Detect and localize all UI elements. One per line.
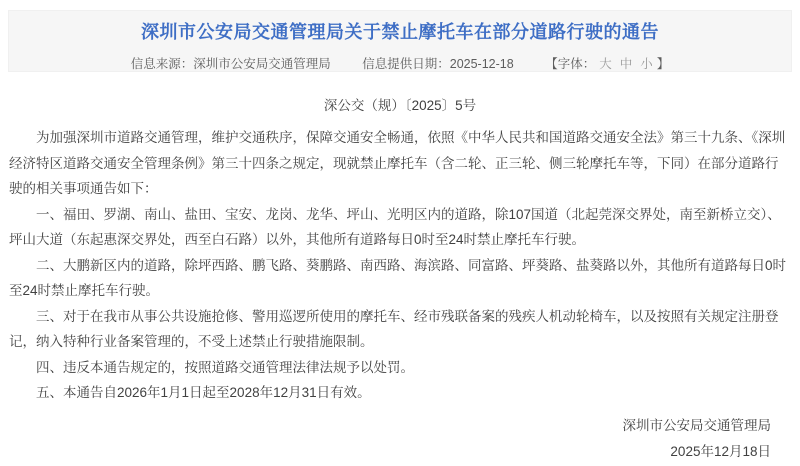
paragraph-item-5: 五、本通告自2026年1月1日起至2028年12月31日有效。 [36,385,371,400]
info-date [362,57,513,71]
notice-body [0,97,800,466]
font-size-switcher [545,57,669,71]
notice-page [0,10,800,459]
font-size-medium-button[interactable]: 中 [619,57,633,71]
font-size-large-button[interactable]: 大 [599,57,612,71]
signature-agency: 深圳市公安局交通管理局 [622,417,771,433]
document-number: 深公交（规）〔2025〕5号 [323,98,477,113]
font-size-small-button[interactable]: 小 [640,57,653,71]
paragraph-item-2: 二、大鹏新区内的道路，除坪西路、鹏飞路、葵鹏路、南西路、海滨路、同富路、坪葵路、盐葵路以外，其他所有道路每日0时至24时禁止摩托车行驶。 [9,257,787,298]
font-switcher-close-bracket: 】 [656,57,670,71]
info-source-label: 信息来源： [130,57,194,71]
paragraph-item-1: 一、福田、罗湖、南山、盐田、宝安、龙岗、龙华、坪山、光明区内的道路，除107国道（北起莞深交界处，南至新桥立交）、坪山大道（东起惠深交界处，西至白石路）以外，其他所有道路每日0时至24时禁止摩托车行驶。 [9,206,781,247]
paragraph-item-3: 三、对于在我市从事公共设施抢修、警用巡逻所使用的摩托车、经市残联备案的残疾人机动轮椅车，以及按照有关规定注册登记，纳入特种行业备案管理的，不受上述禁止行驶措施限制。 [9,308,779,349]
info-date-value: 2025-12-18 [449,57,514,71]
page-title: 深圳市公安局交通管理局关于禁止摩托车在部分道路行驶的通告 [141,22,659,42]
paragraph-item-4: 四、违反本通告规定的，按照道路交通管理法律法规予以处罚。 [36,359,414,375]
font-switcher-open-bracket: 【字体： [545,57,596,71]
info-source-value: 深圳市公安局交通管理局 [193,57,331,71]
notice-header [8,10,792,72]
notice-paragraphs [9,125,791,406]
paragraph-intro: 为加强深圳市道路交通管理，维护交通秩序，保障交通安全畅通，依照《中华人民共和国道路交通安全法》第三十九条、《深圳经济特区道路交通安全管理条例》第三十四条之规定，现就禁止摩托车（含二轮、正三轮、侧三轮摩托车等，下同）在部分道路行驶的相关事项通告如下： [9,130,786,196]
info-source [131,57,331,71]
signature-date: 2025年12月18日 [670,444,771,459]
info-date-label: 信息提供日期： [362,57,450,71]
meta-line [19,56,781,72]
signature-block [9,413,791,466]
